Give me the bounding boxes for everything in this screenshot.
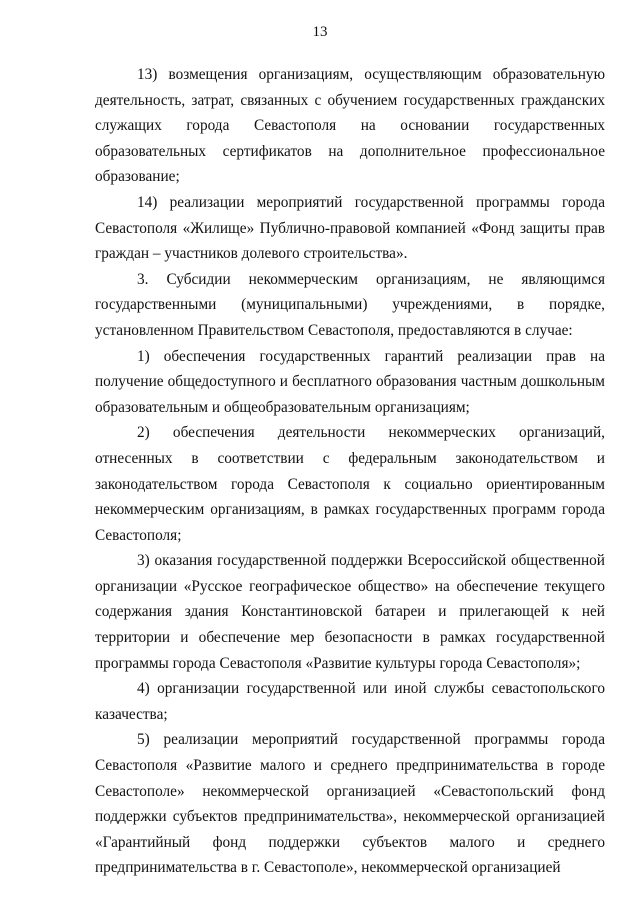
paragraph-item-13: 13) возмещения организациям, осуществляющим образовательную деятельность, затрат, связанных с обучением государственных гражданских служащих города Севастополя на основании государственных образовательных сертификатов на дополнительное профессиональное образование;: [95, 66, 605, 186]
paragraph-item-4: 4) организации государственной или иной службы севастопольского казачества;: [95, 680, 605, 723]
paragraph-item-14: 14) реализации мероприятий государственной программы города Севастополя «Жилище» Публично-правовой компанией «Фонд защиты прав граждан – участников долевого строительства».: [95, 193, 605, 263]
paragraph-item-2: 2) обеспечения деятельности некоммерческих организаций, отнесенных в соответствии с федеральным законодательством и законодательством города Севастополя к социально ориентированным некоммерческим организациям, в рамках государственных программ города Севастополя;: [95, 424, 605, 544]
page-number: 13: [312, 24, 328, 40]
paragraph-item-3: 3) оказания государственной поддержки Всероссийской общественной организации «Русское географическое общество» на обеспечение текущего содержания здания Константиновской батареи и прилегающей к ней территории и обеспечение мер безопасности в рамках государственной программы города Севастополя «Развитие культуры города Севастополя»;: [95, 552, 605, 672]
document-body: [95, 62, 605, 881]
paragraph-item-1: 1) обеспечения государственных гарантий реализации прав на получение общедоступного и бесплатного образования частным дошкольным образовательным и общеобразовательным организациям;: [95, 347, 605, 416]
paragraph-section-3: 3. Субсидии некоммерческим организациям, не являющимся государственными (муниципальными) учреждениями, в порядке, установленном Правительством Севастополя, предоставляются в случае:: [95, 270, 605, 339]
paragraph-item-5: 5) реализации мероприятий государственной программы города Севастополя «Развитие малого и среднего предпринимательства в городе Севастополе» некоммерческой организацией «Севастопольский фонд поддержки субъектов предпринимательства», некоммерческой организацией «Гарантийный фонд поддержки субъектов малого и среднего предпринимательства в г. Севастополе», некоммерческой организацией: [95, 731, 605, 877]
